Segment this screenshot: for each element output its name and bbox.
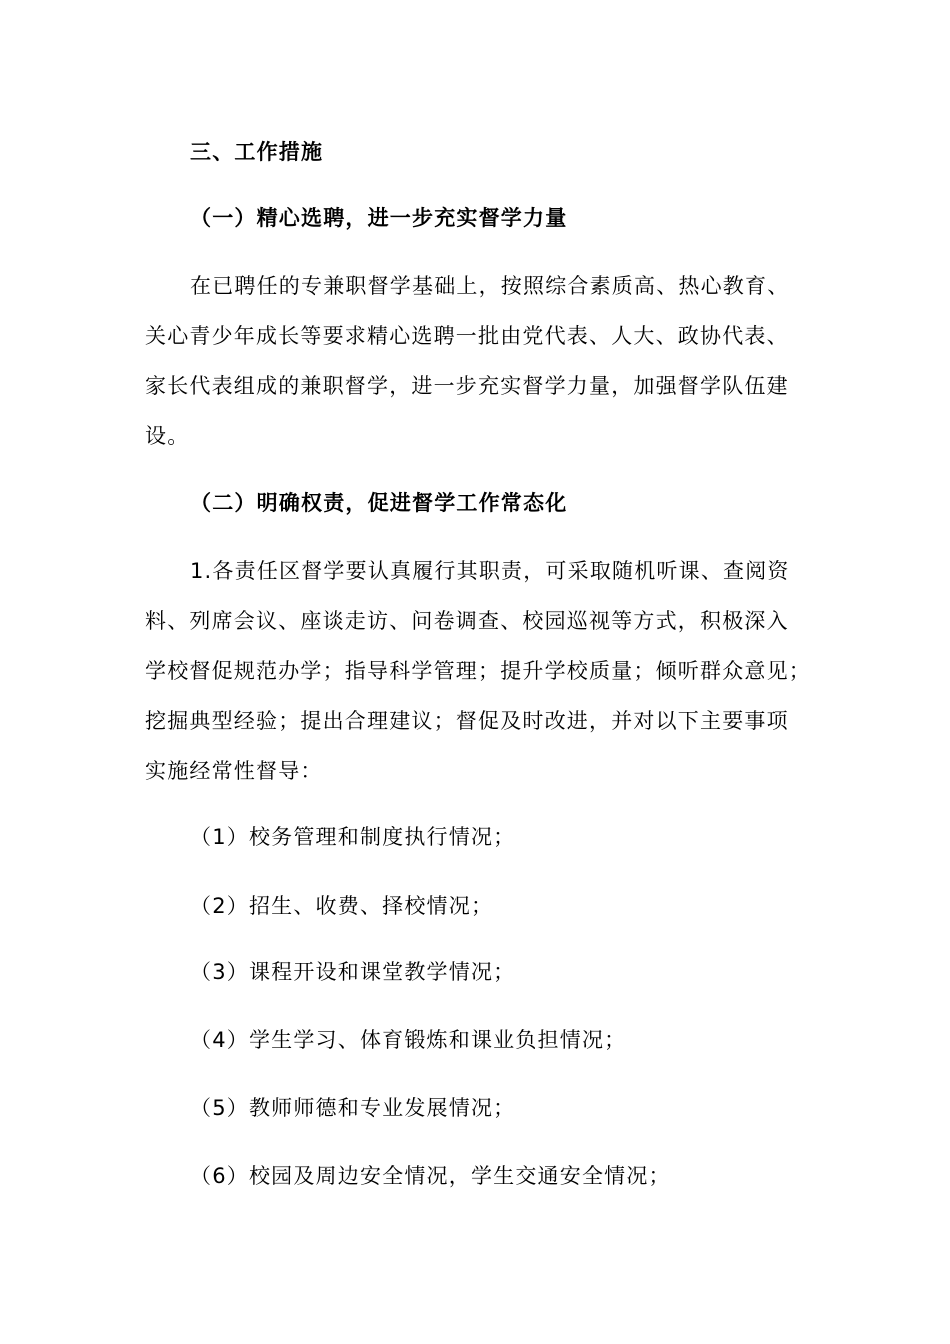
paragraph-2-line-5: 实施经常性督导：: [145, 759, 323, 783]
paragraph-1-line-1: 在已聘任的专兼职督学基础上，按照综合素质高、热心教育、: [190, 274, 790, 298]
paragraph-2-line-1: 1.各责任区督学要认真履行其职责，可采取随机听课、查阅资: [190, 559, 790, 583]
subsection-2-title: （二）明确权责，促进督学工作常态化: [190, 491, 568, 515]
list-item: （5）教师师德和专业发展情况；: [190, 1096, 516, 1120]
subsection-1-title: （一）精心选聘，进一步充实督学力量: [190, 206, 568, 230]
paragraph-2-line-2: 料、列席会议、座谈走访、问卷调查、校园巡视等方式，积极深入: [145, 609, 789, 633]
paragraph-1-line-3: 家长代表组成的兼职督学，进一步充实督学力量，加强督学队伍建: [145, 374, 789, 398]
paragraph-2-line-4: 挖掘典型经验；提出合理建议；督促及时改进，并对以下主要事项: [145, 709, 789, 733]
paragraph-2-line-3: 学校督促规范办学；指导科学管理；提升学校质量；倾听群众意见；: [145, 659, 811, 683]
section-title: 三、工作措施: [190, 140, 324, 164]
list-item: （6）校园及周边安全情况，学生交通安全情况；: [190, 1164, 671, 1188]
list-item: （1）校务管理和制度执行情况；: [190, 825, 516, 849]
list-item: （2）招生、收费、择校情况；: [190, 894, 494, 918]
list-item: （3）课程开设和课堂教学情况；: [190, 960, 516, 984]
list-item: （4）学生学习、体育锻炼和课业负担情况；: [190, 1028, 627, 1052]
paragraph-1-line-2: 关心青少年成长等要求精心选聘一批由党代表、人大、政协代表、: [145, 324, 789, 348]
paragraph-1-line-4: 设。: [145, 424, 190, 448]
